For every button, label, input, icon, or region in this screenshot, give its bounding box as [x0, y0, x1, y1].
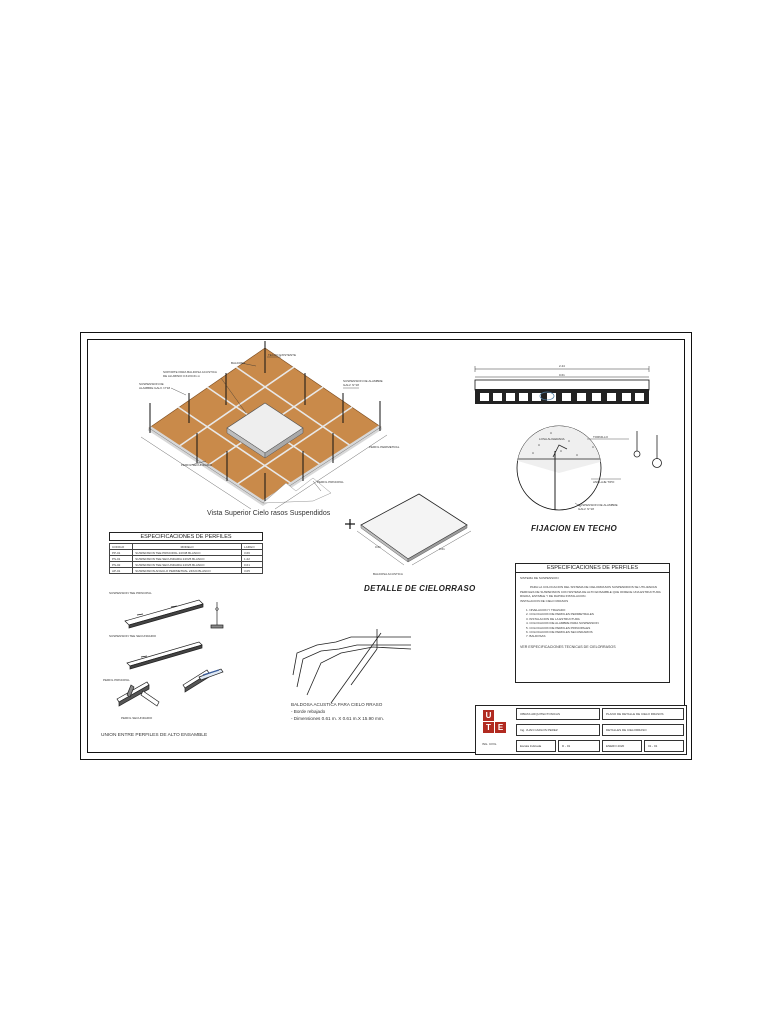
tb-sheet-no: D - 01 [558, 740, 600, 752]
company-logo [478, 708, 512, 752]
table-cell: PP-01 [110, 550, 133, 556]
table-cell: 3.05 [242, 568, 263, 574]
list-item: 6. COLOCACION DE PERFILES SECUNDARIOS [526, 630, 593, 635]
tb-page-count: 01 - 01 [644, 740, 684, 752]
list-item: 5. COLOCACION DE PERFILES PRINCIPALES [526, 625, 591, 630]
list-item: 3. INSTALACION DE LA ESTRUCTURA [526, 616, 580, 621]
tb-plan-title: PLANO DE DETALLE DE CIELO RRASOS [602, 708, 684, 720]
spec-col-header: LARGO [242, 544, 263, 550]
logo-caption: ING. CIVIL [482, 742, 497, 746]
iso-caption: Vista Superior Cielo rasos Suspendidos [207, 510, 331, 517]
callout-hanger-rod: SOPORTE PARA BALDOSA ACUSTICA DE ALUMINIO 0.61X0.61 m [163, 370, 217, 378]
callout-perimeter: PERFIL PERIMETRAL [369, 445, 400, 449]
fijacion-title: FIJACION EN TECHO [531, 524, 617, 533]
spec-table-title: ESPECIFICACIONES DE PERFILES [140, 534, 232, 540]
table-cell: SUSPENSION TEE PRINCIPAL 24X38 BLANCO [133, 550, 242, 556]
table-cell: AP-01 [110, 568, 133, 574]
tile-edge-sketch [293, 629, 411, 703]
spec-box-subtitle: SISTEMA DE SUSPENSION [520, 576, 559, 580]
main-tee-sketch [125, 600, 223, 628]
spec-box-paragraph: PARA LA COLOCACION DEL SISTEMA DE CIELORRASOS SUSPENDIDOS SE UTILIZARAN PERFILES DE SUSPENSION CON SISTEMA DE ALTO ENSAMBLE QUE OFRECE UNA ESTRUCTURA RIGIDA, ESTABLE Y DE RAPIDA INSTALACION. [520, 585, 661, 599]
list-item: 7. BALDOSAS [526, 634, 546, 639]
union-sketch-right [183, 669, 223, 692]
table-cell: PS-02 [110, 562, 133, 568]
detalle-title: DETALLE DE CIELORRASO [364, 584, 476, 593]
tb-scale: Escala Indicada [516, 740, 556, 752]
table-cell: 1.22 [242, 556, 263, 562]
spec-col-header: MODELO [133, 544, 242, 550]
spec-col-header: CODIGO [110, 544, 133, 550]
logo-letter-t: T [483, 722, 494, 733]
callout-main-tee: PERFIL PRINCIPAL [317, 480, 344, 484]
table-cell: SUSPENSION ANGULO PERIMETRAL 24X24 BLANCO [133, 568, 242, 574]
callout-secondary: PERFIL SECUNDARIO [181, 463, 213, 467]
list-item: 4. COLOCACION DE ALAMBRE PARA SUSPENSION [526, 621, 599, 626]
detalle-dim-b: 0.61 [439, 547, 445, 551]
label-main-tee: SUSPENSION TEE PRINCIPAL [109, 591, 152, 595]
table-cell: 0.61 [242, 562, 263, 568]
baldosa-note-line1: - Borde rebajado [291, 709, 326, 714]
list-item: 1. NIVELACION Y TRAZADO [526, 608, 566, 613]
spec-box [515, 563, 670, 683]
fijacion-callout-wire: SUSPENSION DE ALAMBRE GALV. N°18 [578, 503, 618, 511]
table-cell: PS-01 [110, 556, 133, 562]
section-dim-module: 0.61 [559, 373, 565, 377]
callout-hanger-right: SUSPENSION DE ALAMBRE GALV. N°18 [343, 379, 383, 387]
table-cell: SUSPENSION TEE SECUNDARIA 24X25 BLANCO [133, 556, 242, 562]
detalle-dim-a: 0.61 [375, 545, 381, 549]
spec-box-footer: VER ESPECIFICACIONES TECNICAS DE CIELORRASOS [520, 644, 616, 649]
secondary-tee-sketch [127, 642, 202, 669]
drawing-sheet [80, 332, 692, 760]
logo-letter-e: E [495, 722, 506, 733]
fijacion-callout-slab: LOSA ALIGERADA [539, 437, 565, 441]
tb-sheet-desc: DETALLES DE CIELORRASO [602, 724, 684, 736]
callout-hanger-left: SUSPENSION DE ALAMBRE GALV. N°18 [139, 382, 171, 390]
spec-box-title: ESPECIFICACIONES DE PERFILES [516, 564, 669, 573]
union-sketch-left [117, 682, 159, 706]
detalle-panel-label: BALDOSA ACUSTICA [373, 572, 403, 576]
table-cell: SUSPENSION TEE SECUNDARIA 24X25 BLANCO [133, 562, 242, 568]
baldosa-note-line2: - Dimensiones 0.61 m. X 0.61 m.X 15.90 mm. [291, 716, 384, 721]
label-perfil-principal: PERFIL PRINCIPAL [103, 678, 130, 682]
logo-letter-u: U [483, 710, 494, 721]
spec-box-install-title: INSTALACION DE CIELO RRASOS [520, 598, 569, 603]
table-cell: 3.66 [242, 550, 263, 556]
tb-date: ENERO 2020 [602, 740, 642, 752]
title-block [475, 705, 687, 755]
tb-project: OBRAS ARQUITECTONICAS [516, 708, 600, 720]
label-secondary-tee: SUSPENSION TEE SECUNDARIO [109, 634, 157, 638]
profile-sketches [81, 333, 693, 761]
baldosa-note-title: BALDOSA ACUSTICA PARA CIELO RRASO [291, 702, 383, 707]
section-dim-total: 2.44 [559, 364, 565, 368]
callout-ceiling-top: TECHO EXISTENTE [268, 353, 297, 357]
fijacion-callout-anchor: ANCLAJE TIPO [593, 480, 615, 484]
spec-box-steps [520, 608, 665, 639]
callout-panel: BALDOSA [231, 361, 246, 365]
list-item: 2. COLOCACION DE PERFILES PERIMETRALES [526, 612, 594, 617]
fijacion-callout-screw: TORNILLO [593, 435, 608, 439]
tb-author: Ing. JUAN CARLOS PEREZ [516, 724, 600, 736]
label-perfil-secundario: PERFIL SECUNDARIO [121, 716, 153, 720]
union-title: UNION ENTRE PERFILES DE ALTO ENSAMBLE [101, 733, 208, 738]
